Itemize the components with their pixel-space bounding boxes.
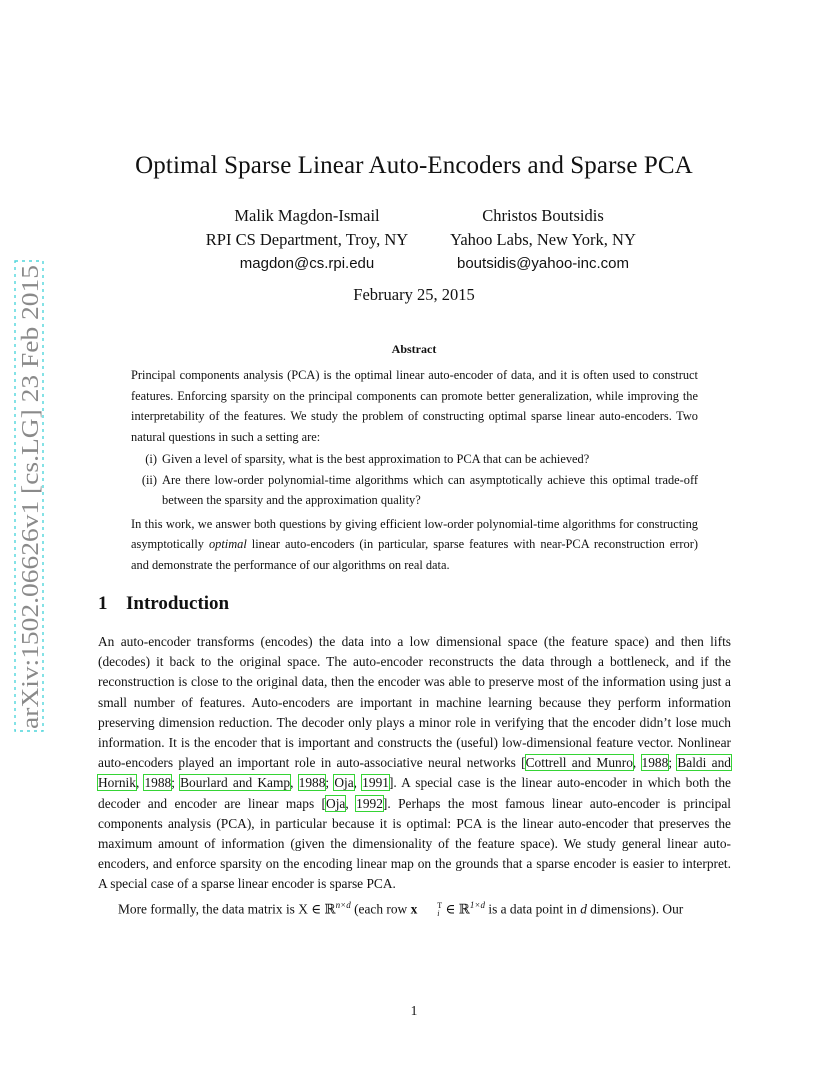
question-text: Are there low-order polynomial-time algorithms which can asymptotically achieve this optimal trade-off between the sparsity and the approximation quality? [162, 472, 698, 507]
body-text: ]. A special case is the linear auto-encoder in which both the decoder and encoder are linear maps [ [98, 775, 731, 811]
intro-paragraph-1: An auto-encoder transforms (encodes) the data into a low dimensional space (the feature space) and then lifts (decodes) it back to the original space. The auto-encoder reconstructs the data through a bottleneck, and if the reconstruction is close to the original data, then the encoder was able to preserve most of the information using just a small number of features. Auto-encoders are important in machine learning because they perform information preserving dimension reduction. The decoder only plays a minor role in verifying that the encoder didn’t lose much information. It is the encoder that is important and constructs the (useful) low-dimensional feature vector. Nonlinear auto-encoders played an important role in auto-associative neural networks [Cottrell and Munro, 1988; Baldi and Hornik, 1988; Bourlard and Kamp, 1988; Oja, 1991]. A special case is the linear auto-encoder in which both the decoder and encoder are linear maps [Oja, 1992]. Perhaps the most famous linear auto-encoder is principal components analysis (PCA), in particular because it is optimal: PCA is the linear auto-encoder that preserves the maximum amount of information (given the dimensionality of the feature space). We study general linear auto-encoders, and enforce sparsity on the encoding linear map on the grounds that a sparse encoder is easier to interpret. A special case of a sparse linear encoder is sparse PCA. [98, 634, 731, 892]
body-text: More formally, the data matrix is X ∈ ℝ [118, 901, 336, 917]
emphasis-optimal: optimal [208, 537, 247, 551]
page-number: 1 [410, 1003, 418, 1018]
author-block-2 [420, 204, 666, 276]
body-text: dimensions). Our [586, 901, 684, 917]
section-heading [98, 593, 229, 615]
math-superscript: n×d [335, 899, 351, 910]
citation-year-link[interactable]: 1991 [362, 775, 389, 791]
author-name: Christos Boutsidis [482, 206, 604, 225]
author-affiliation: RPI CS Department, Troy, NY [205, 230, 409, 249]
paper-date: February 25, 2015 [353, 285, 475, 304]
math-vector-x: x [410, 901, 418, 917]
citation-year-link[interactable]: 1988 [298, 775, 326, 791]
math-subscript: i [437, 909, 440, 919]
citation-link[interactable]: Bourlard and Kamp [180, 775, 291, 791]
abstract-paragraph: Principal components analysis (PCA) is the optimal linear auto-encoder of data, and it is often used to construct features. Enforcing sparsity on the principal components can promote better generalization, while improving the interpretability of the features. We study the problem of constructing optimal sparse linear auto-encoders. Two natural questions in such a setting are: [131, 368, 698, 444]
paper-title: Optimal Sparse Linear Auto-Encoders and Sparse PCA [135, 152, 693, 179]
author-affiliation: Yahoo Labs, New York, NY [450, 230, 636, 249]
citation-link[interactable]: Oja [334, 775, 354, 791]
citation-link[interactable]: Oja [326, 795, 346, 811]
abstract-question-1 [131, 449, 698, 470]
citation-link[interactable]: Baldi and Hornik [98, 755, 731, 791]
citation-year-link[interactable]: 1988 [144, 775, 172, 791]
intro-paragraph-2 [98, 895, 731, 920]
question-label: (ii) [141, 472, 157, 487]
citation-year-link[interactable]: 1992 [356, 795, 383, 811]
body-text: ]. Perhaps the most famous linear auto-encoder is principal components analysis (PCA), in particular because it is optimal: PCA is the linear auto-encoder that preserves the maximum amount of information (given the dimensionality of the feature space). We study general linear auto-encoders, and enforce sparsity on the encoding linear map on the grounds that a sparse encoder is easier to interpret. A special case of a sparse linear encoder is sparse PCA. [98, 795, 731, 892]
body-text: An auto-encoder transforms (encodes) the data into a low dimensional space (the feature space) and then lifts (decodes) it back to the original space. The auto-encoder reconstructs the data through a bottleneck, and if the reconstruction is close to the original data, then the encoder was able to preserve most of the information using just a small number of features. Auto-encoders are important in machine learning because they perform information preserving dimension reduction. The decoder only plays a minor role in verifying that the encoder didn’t lose much information. It is the encoder that is important and constructs the (useful) low-dimensional feature vector. Nonlinear auto-encoders played an important role in auto-associative neural networks [ [98, 634, 731, 771]
arxiv-stamp-svg [12, 260, 46, 732]
author-block-1 [170, 204, 444, 276]
author-email[interactable]: magdon@cs.rpi.edu [239, 255, 375, 272]
arxiv-id-text: arXiv:1502.06626v1 [cs.LG] 23 Feb 2015 [18, 323, 44, 729]
abstract-text: In this work, we answer both questions by giving efficient low-order polynomial-time algorithms for constructing asymptotically [131, 516, 698, 551]
intro-body [98, 632, 731, 919]
author-name: Malik Magdon-Ismail [234, 206, 380, 225]
question-label: (i) [145, 452, 157, 466]
abstract-heading: Abstract [391, 342, 437, 356]
body-text: is a data point in [485, 901, 581, 917]
abstract-body [131, 365, 698, 575]
citation-year-link[interactable]: 1988 [641, 755, 669, 771]
author-email[interactable]: boutsidis@yahoo-inc.com [457, 255, 629, 272]
math-superscript: 1×d [469, 899, 485, 910]
body-text: (each row [350, 901, 411, 917]
math-transpose: T [437, 901, 443, 911]
abstract-question-2 [131, 470, 698, 511]
citation-link[interactable]: Cottrell and Munro [525, 755, 633, 771]
section-title: Introduction [126, 593, 230, 614]
abstract-text: linear auto-encoders (in particular, sparse features with near-PCA reconstruction error) and demonstrate the performance of our algorithms on real data. [131, 537, 698, 572]
body-text: ∈ ℝ [442, 901, 470, 917]
question-text: Given a level of sparsity, what is the best approximation to PCA that can be achieved? [162, 452, 590, 466]
abstract-paragraph [131, 514, 698, 576]
math-variable: d [580, 901, 587, 917]
section-number: 1 [98, 593, 108, 614]
arxiv-sidebar-stamp[interactable] [12, 260, 46, 732]
